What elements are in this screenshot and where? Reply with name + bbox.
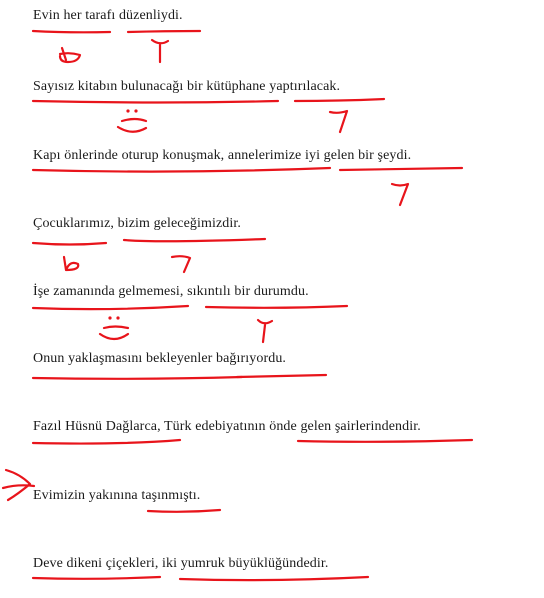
underline-predicate-5 [206, 306, 347, 308]
underline-subject-2 [33, 101, 278, 103]
sentence-9: Deve dikeni çiçekleri, iki yumruk büyüklüğündedir. [33, 556, 329, 571]
mark-ozne-4 [64, 257, 78, 270]
mark-yuklem-1 [152, 40, 168, 62]
underline-subject-6 [33, 377, 242, 379]
sentence-2: Sayısız kitabın bulunacağı bir kütüphane yaptırılacak. [33, 79, 341, 94]
mark-yuklem-5 [258, 320, 272, 342]
underline-predicate-9 [180, 577, 368, 580]
underline-subject-7 [33, 440, 180, 444]
sentence-1: Evin her tarafı düzenliydi. [33, 8, 183, 23]
mark-ozne-8 [3, 470, 34, 500]
underline-predicate-8 [148, 510, 220, 512]
underline-predicate-7 [298, 440, 472, 442]
underline-subject-9 [33, 577, 160, 579]
mark-yuklem-4 [172, 256, 190, 272]
underline-predicate-1 [128, 31, 200, 32]
mark-ozne-dot-5a [108, 316, 111, 319]
sentence-7: Fazıl Hüsnü Dağlarca, Türk edebiyatının önde gelen şairlerindendir. [33, 419, 421, 434]
underline-predicate-3 [340, 168, 462, 170]
underline-predicate-2 [295, 99, 384, 101]
underline-predicate-6 [237, 375, 326, 377]
underline-subject-3 [33, 168, 330, 172]
mark-yuklem-3 [392, 184, 408, 205]
mark-ozne-dot-5b [116, 316, 119, 319]
sentence-5: İşe zamanında gelmemesi, sıkıntılı bir durumdu. [33, 284, 309, 299]
sentence-3: Kapı önlerinde oturup konuşmak, annelerimize iyi gelen bir şeydi. [33, 148, 412, 163]
underline-subject-5 [33, 306, 188, 309]
mark-ozne-1 [60, 48, 80, 62]
mark-ozne-5 [100, 327, 128, 340]
sentence-4: Çocuklarımız, bizim geleceğimizdir. [33, 216, 241, 231]
sentence-6: Onun yaklaşmasını bekleyenler bağırıyordu. [33, 351, 287, 366]
underline-subject-4 [33, 243, 106, 245]
mark-yuklem-2 [330, 111, 347, 132]
mark-ozne-2 [118, 119, 146, 132]
mark-ozne-dot-2a [126, 109, 129, 112]
sentence-8: Evimizin yakınına taşınmıştı. [33, 488, 201, 503]
underline-subject-1 [33, 31, 110, 32]
mark-ozne-dot-2b [134, 109, 137, 112]
underline-predicate-4 [124, 239, 265, 241]
